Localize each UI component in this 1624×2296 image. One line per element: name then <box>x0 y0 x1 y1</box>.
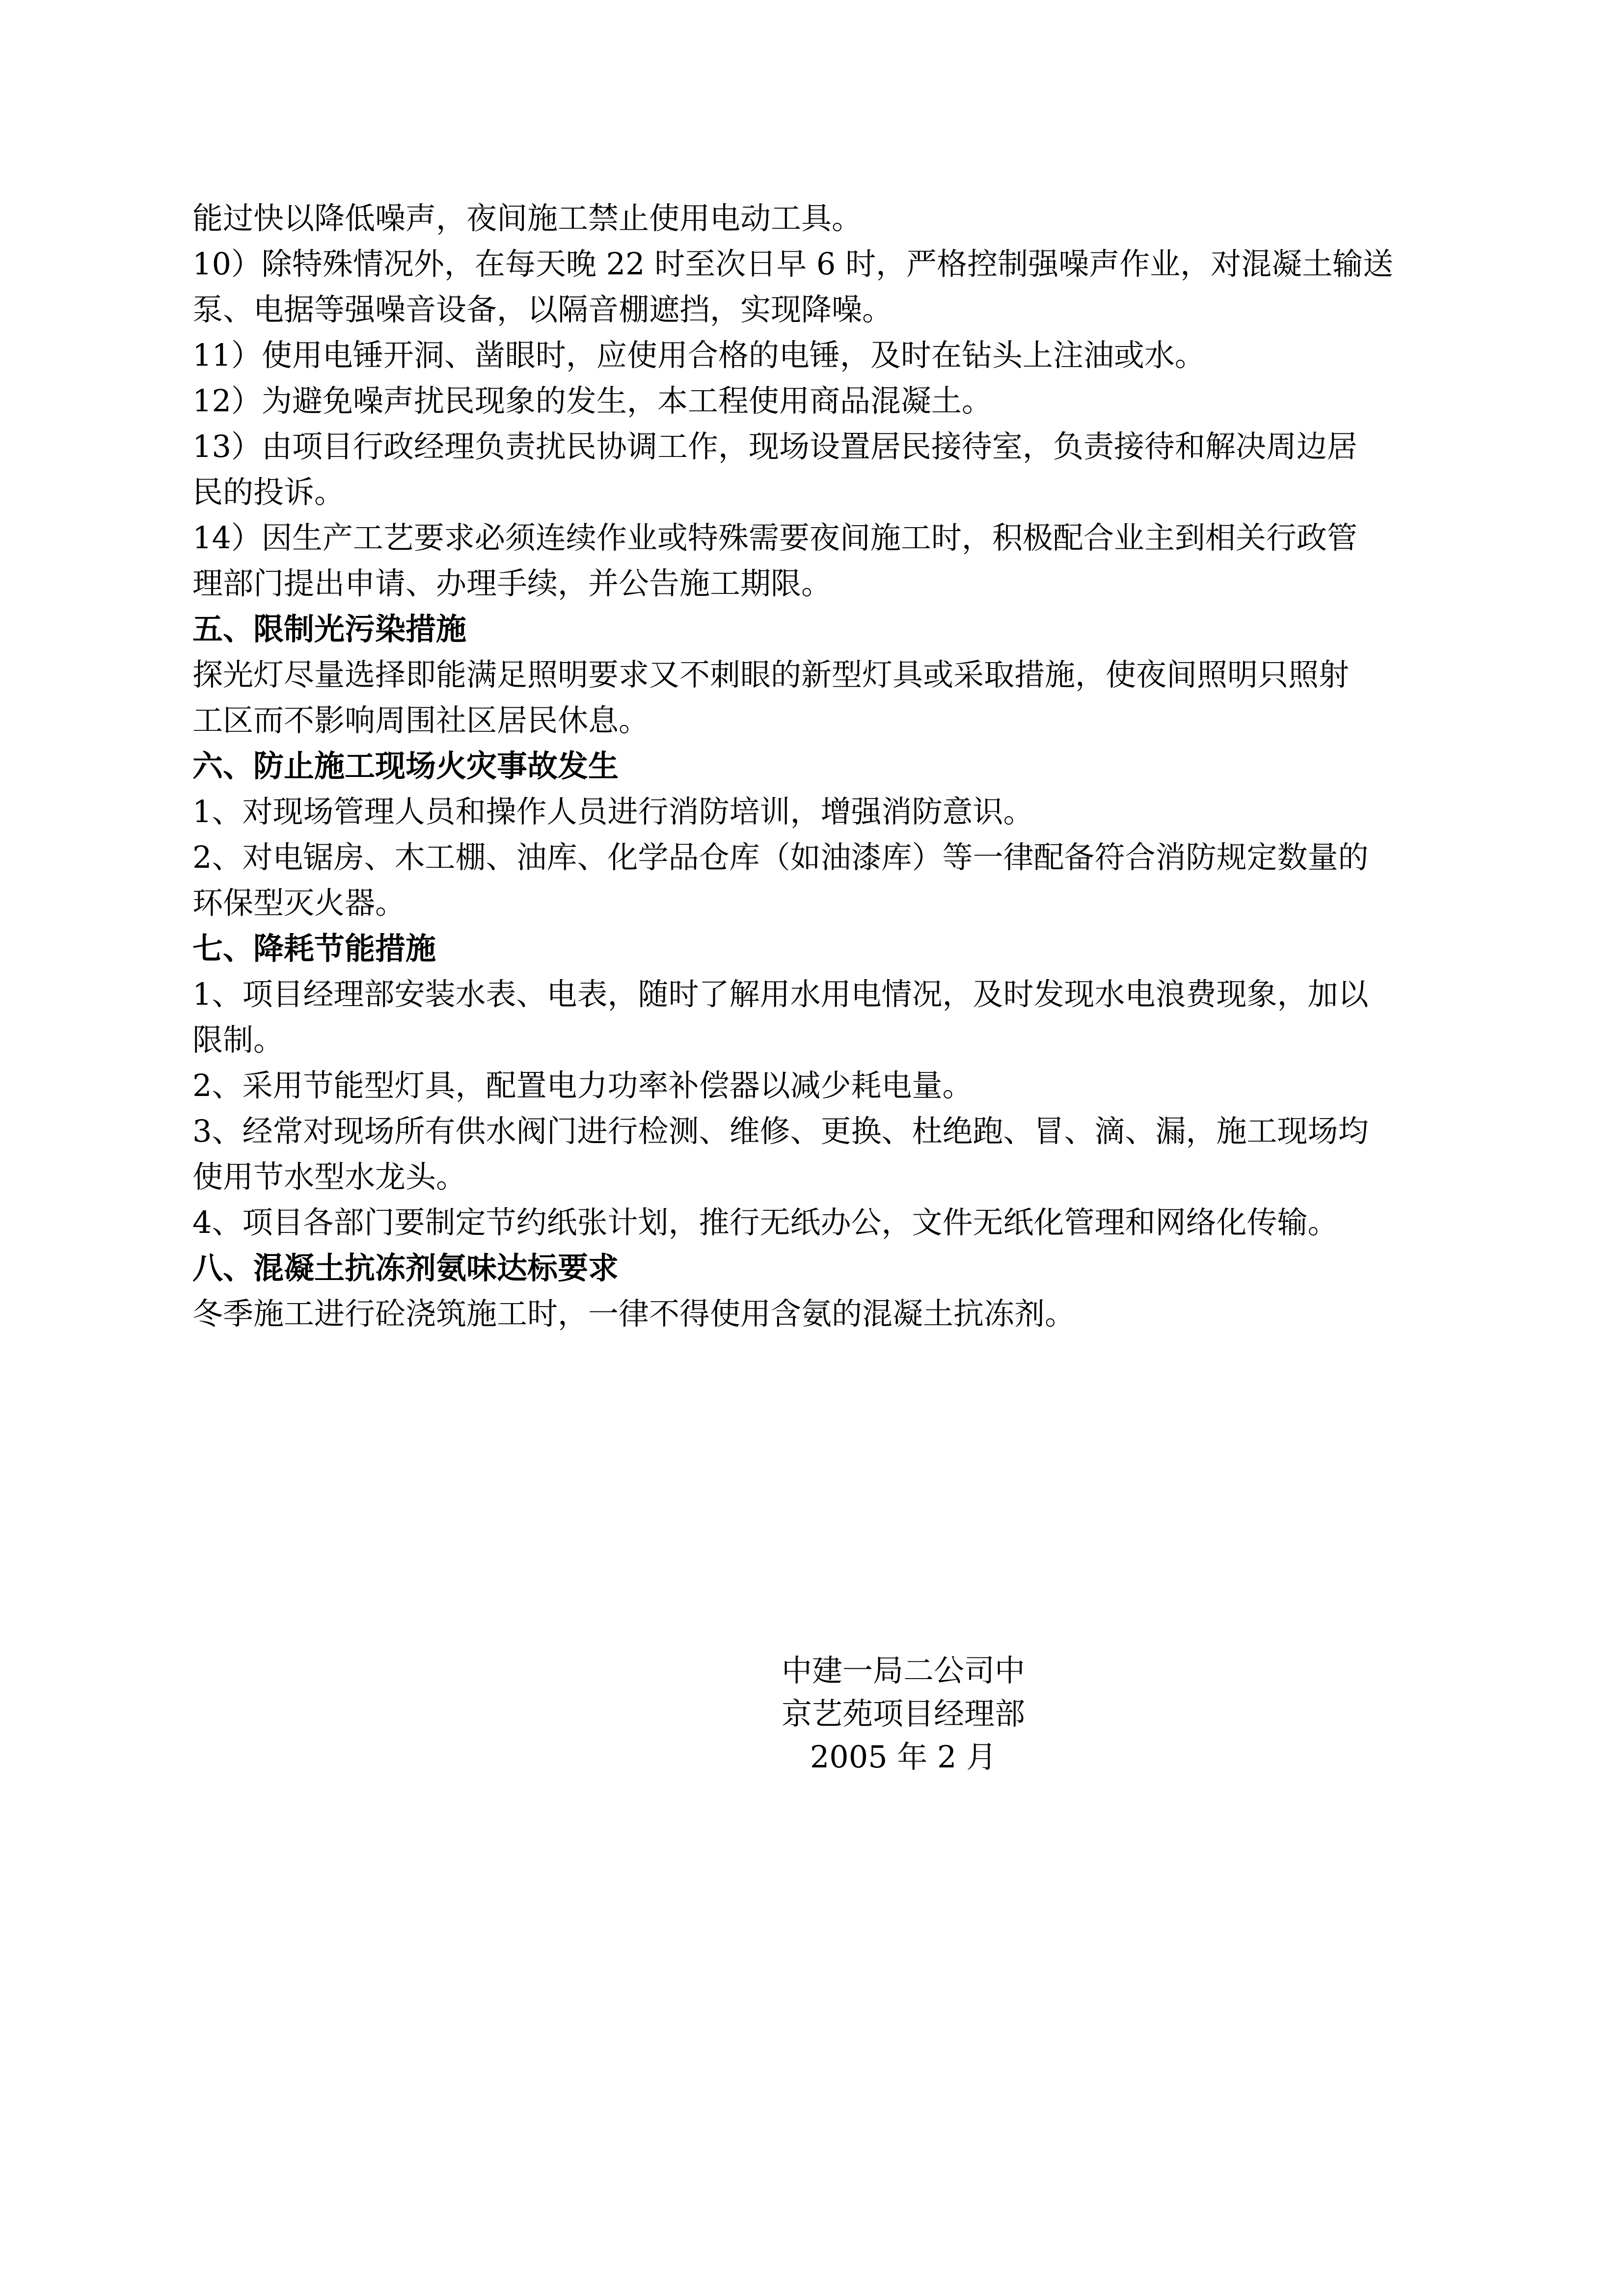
body-text-line: 使用节水型水龙头。 <box>192 1159 467 1195</box>
body-text-line: 探光灯尽量选择即能满足照明要求又不刺眼的新型灯具或采取措施，使夜间照明只照射 <box>192 657 1350 693</box>
body-text-line: 冬季施工进行砼浇筑施工时，一律不得使用含氨的混凝土抗冻剂。 <box>192 1296 1076 1332</box>
signature-date: 2005 年 2 月 <box>810 1739 997 1775</box>
signature-org-line-1: 中建一局二公司中 <box>781 1653 1025 1688</box>
body-text-line: 2、对电锯房、木工棚、油库、化学品仓库（如油漆库）等一律配备符合消防规定数量的 <box>192 839 1369 875</box>
body-text-line: 泵、电据等强噪音设备，以隔音棚遮挡，实现降噪。 <box>192 292 893 327</box>
body-text-line: 4、项目各部门要制定节约纸张计划，推行无纸办公，文件无纸化管理和网络化传输。 <box>192 1204 1338 1240</box>
body-text-line: 3、经常对现场所有供水阀门进行检测、维修、更换、杜绝跑、冒、滴、漏，施工现场均 <box>192 1113 1369 1149</box>
body-text-line: 民的投诉。 <box>192 474 345 510</box>
body-text-line: 12）为避免噪声扰民现象的发生，本工程使用商品混凝土。 <box>192 383 992 419</box>
signature-org-line-2: 京艺苑项目经理部 <box>781 1696 1025 1732</box>
body-text-line: 工区而不影响周围社区居民休息。 <box>192 702 650 738</box>
body-text-line: 1、对现场管理人员和操作人员进行消防培训，增强消防意识。 <box>192 794 1034 829</box>
body-text-line: 14）因生产工艺要求必须连续作业或特殊需要夜间施工时，积极配合业主到相关行政管 <box>192 520 1357 556</box>
document-body <box>192 195 1439 1336</box>
section-heading: 五、限制光污染措施 <box>192 611 467 647</box>
body-text-line: 限制。 <box>192 1022 284 1058</box>
body-text-line: 环保型灭火器。 <box>192 885 406 921</box>
body-text-line: 理部门提出申请、办理手续，并公告施工期限。 <box>192 565 832 601</box>
section-heading: 八、混凝土抗冻剂氨味达标要求 <box>192 1250 619 1286</box>
section-heading: 七、降耗节能措施 <box>192 931 436 966</box>
body-text-line: 2、采用节能型灯具，配置电力功率补偿器以减少耗电量。 <box>192 1068 973 1103</box>
body-text-line: 10）除特殊情况外，在每天晚 22 时至次日早 6 时，严格控制强噪声作业，对混凝土输送 <box>192 246 1394 282</box>
body-text-line: 13）由项目行政经理负责扰民协调工作，现场设置居民接待室，负责接待和解决周边居 <box>192 428 1357 464</box>
section-heading: 六、防止施工现场火灾事故发生 <box>192 748 619 784</box>
body-text-line: 1、项目经理部安装水表、电表，随时了解用水用电情况，及时发现水电浪费现象，加以 <box>192 976 1369 1012</box>
signature-block <box>722 1649 1085 1779</box>
body-text-line: 能过快以降低噪声，夜间施工禁止使用电动工具。 <box>192 200 863 236</box>
body-text-line: 11）使用电锤开洞、凿眼时，应使用合格的电锤，及时在钻头上注油或水。 <box>192 337 1205 373</box>
